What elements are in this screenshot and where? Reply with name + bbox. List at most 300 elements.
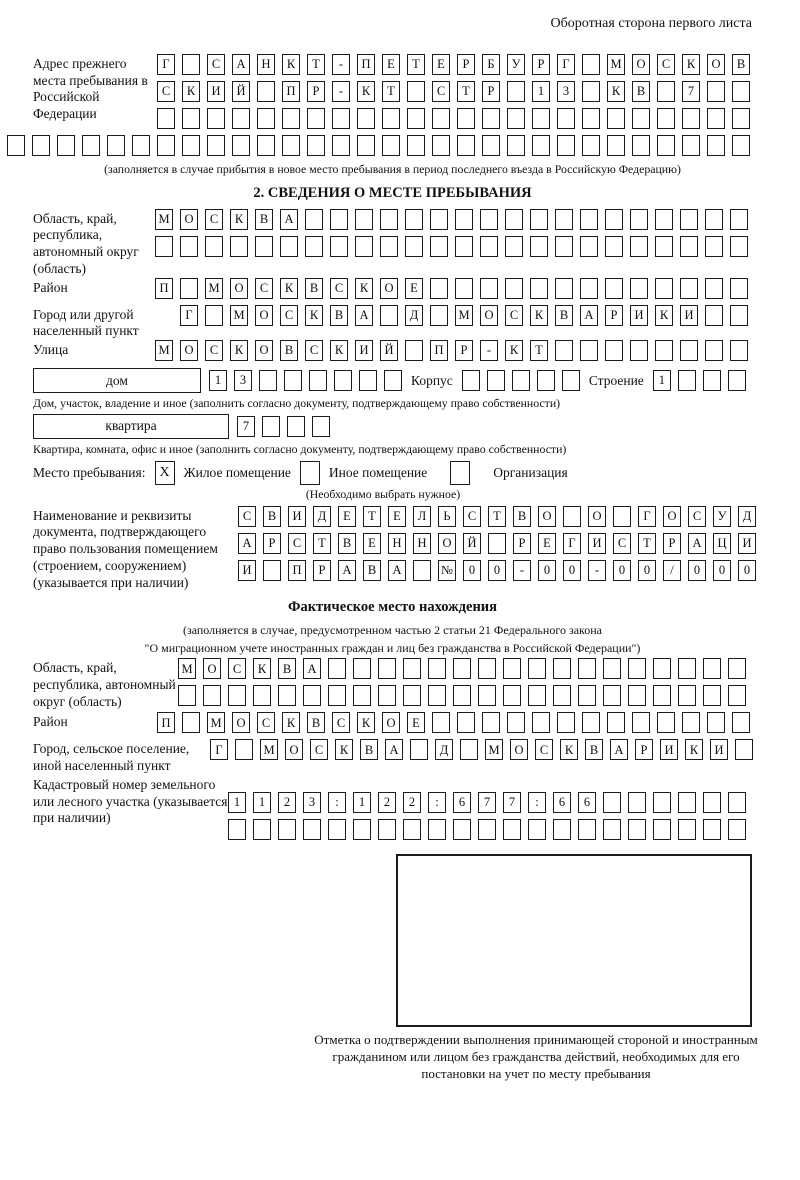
char-box[interactable] <box>357 108 375 129</box>
char-box[interactable]: - <box>588 560 606 581</box>
char-box[interactable] <box>732 81 750 102</box>
char-box[interactable] <box>157 135 175 156</box>
char-box[interactable]: 0 <box>613 560 631 581</box>
char-box[interactable]: И <box>680 305 698 326</box>
char-box[interactable]: О <box>203 658 221 679</box>
char-box[interactable]: 3 <box>557 81 575 102</box>
char-box[interactable]: Г <box>563 533 581 554</box>
char-box[interactable] <box>678 685 696 706</box>
char-box[interactable]: С <box>238 506 256 527</box>
char-box[interactable]: Р <box>263 533 281 554</box>
char-box[interactable]: Н <box>413 533 431 554</box>
char-box[interactable]: К <box>282 54 300 75</box>
char-box[interactable]: Р <box>457 54 475 75</box>
char-box[interactable] <box>735 739 753 760</box>
char-box[interactable] <box>488 533 506 554</box>
char-box[interactable] <box>628 685 646 706</box>
char-box[interactable] <box>353 819 371 840</box>
char-box[interactable]: О <box>663 506 681 527</box>
char-box[interactable] <box>532 135 550 156</box>
char-box[interactable] <box>413 560 431 581</box>
char-box[interactable]: К <box>230 209 248 230</box>
char-box[interactable] <box>457 712 475 733</box>
char-box[interactable] <box>578 819 596 840</box>
char-box[interactable]: Е <box>432 54 450 75</box>
char-box[interactable]: Ц <box>713 533 731 554</box>
char-box[interactable] <box>405 236 423 257</box>
char-box[interactable]: О <box>285 739 303 760</box>
char-box[interactable]: У <box>507 54 525 75</box>
char-box[interactable] <box>607 135 625 156</box>
char-box[interactable] <box>384 370 402 391</box>
char-box[interactable] <box>82 135 100 156</box>
char-box[interactable]: Г <box>557 54 575 75</box>
char-box[interactable]: М <box>178 658 196 679</box>
char-box[interactable] <box>507 108 525 129</box>
char-box[interactable] <box>32 135 50 156</box>
char-box[interactable]: О <box>380 278 398 299</box>
char-box[interactable] <box>732 712 750 733</box>
char-box[interactable] <box>257 135 275 156</box>
char-box[interactable]: П <box>157 712 175 733</box>
char-box[interactable] <box>580 209 598 230</box>
char-box[interactable] <box>653 819 671 840</box>
char-box[interactable]: 7 <box>682 81 700 102</box>
char-box[interactable] <box>705 209 723 230</box>
char-box[interactable]: Д <box>313 506 331 527</box>
char-box[interactable]: 1 <box>209 370 227 391</box>
char-box[interactable] <box>455 236 473 257</box>
char-box[interactable]: Г <box>638 506 656 527</box>
char-box[interactable] <box>605 236 623 257</box>
char-box[interactable] <box>628 792 646 813</box>
char-box[interactable] <box>582 108 600 129</box>
char-box[interactable] <box>453 819 471 840</box>
char-box[interactable] <box>378 658 396 679</box>
char-box[interactable]: С <box>613 533 631 554</box>
char-box[interactable] <box>707 108 725 129</box>
char-box[interactable]: Р <box>605 305 623 326</box>
char-box[interactable]: О <box>588 506 606 527</box>
char-box[interactable]: № <box>438 560 456 581</box>
char-box[interactable] <box>332 108 350 129</box>
char-box[interactable] <box>380 209 398 230</box>
char-box[interactable] <box>580 236 598 257</box>
char-box[interactable] <box>309 370 327 391</box>
char-box[interactable]: Т <box>313 533 331 554</box>
char-box[interactable]: 6 <box>553 792 571 813</box>
char-box[interactable]: 0 <box>538 560 556 581</box>
char-box[interactable] <box>430 278 448 299</box>
char-box[interactable] <box>603 792 621 813</box>
char-box[interactable]: 6 <box>578 792 596 813</box>
char-box[interactable]: А <box>580 305 598 326</box>
char-box[interactable]: П <box>282 81 300 102</box>
char-box[interactable]: С <box>288 533 306 554</box>
char-box[interactable] <box>503 685 521 706</box>
char-box[interactable]: С <box>205 340 223 361</box>
char-box[interactable] <box>430 305 448 326</box>
char-box[interactable]: В <box>632 81 650 102</box>
char-box[interactable]: А <box>355 305 373 326</box>
char-box[interactable]: А <box>388 560 406 581</box>
char-box[interactable]: М <box>607 54 625 75</box>
char-box[interactable] <box>682 108 700 129</box>
char-box[interactable]: К <box>682 54 700 75</box>
char-box[interactable] <box>334 370 352 391</box>
char-box[interactable] <box>57 135 75 156</box>
char-box[interactable]: Д <box>435 739 453 760</box>
char-box[interactable] <box>578 685 596 706</box>
char-box[interactable] <box>680 236 698 257</box>
char-box[interactable]: И <box>588 533 606 554</box>
char-box[interactable] <box>328 658 346 679</box>
char-box[interactable]: О <box>438 533 456 554</box>
char-box[interactable] <box>7 135 25 156</box>
char-box[interactable]: 1 <box>353 792 371 813</box>
char-box[interactable]: С <box>688 506 706 527</box>
char-box[interactable] <box>407 81 425 102</box>
char-box[interactable] <box>263 560 281 581</box>
char-box[interactable] <box>678 792 696 813</box>
char-box[interactable]: О <box>255 305 273 326</box>
char-box[interactable] <box>480 236 498 257</box>
char-box[interactable]: И <box>288 506 306 527</box>
char-box[interactable]: Т <box>530 340 548 361</box>
char-box[interactable] <box>282 135 300 156</box>
char-box[interactable]: Й <box>380 340 398 361</box>
char-box[interactable] <box>730 236 748 257</box>
char-box[interactable] <box>428 819 446 840</box>
char-box[interactable]: В <box>263 506 281 527</box>
char-box[interactable]: В <box>330 305 348 326</box>
char-box[interactable]: К <box>305 305 323 326</box>
char-box[interactable] <box>528 685 546 706</box>
char-box[interactable] <box>532 108 550 129</box>
char-box[interactable] <box>228 819 246 840</box>
char-box[interactable] <box>430 236 448 257</box>
char-box[interactable] <box>703 370 721 391</box>
char-box[interactable] <box>562 370 580 391</box>
char-box[interactable] <box>680 340 698 361</box>
char-box[interactable]: М <box>207 712 225 733</box>
char-box[interactable] <box>132 135 150 156</box>
char-box[interactable] <box>332 135 350 156</box>
char-box[interactable] <box>728 370 746 391</box>
char-box[interactable] <box>528 819 546 840</box>
char-box[interactable] <box>355 236 373 257</box>
char-box[interactable]: К <box>607 81 625 102</box>
char-box[interactable]: И <box>660 739 678 760</box>
char-box[interactable] <box>257 108 275 129</box>
char-box[interactable] <box>632 108 650 129</box>
char-box[interactable]: И <box>630 305 648 326</box>
char-box[interactable]: С <box>310 739 328 760</box>
char-box[interactable] <box>728 792 746 813</box>
char-box[interactable]: Г <box>157 54 175 75</box>
char-box[interactable]: К <box>655 305 673 326</box>
char-box[interactable] <box>278 685 296 706</box>
char-box[interactable]: 2 <box>378 792 396 813</box>
char-box[interactable]: Е <box>363 533 381 554</box>
char-box[interactable] <box>655 340 673 361</box>
char-box[interactable]: К <box>335 739 353 760</box>
checkbox-organization[interactable] <box>450 461 470 485</box>
char-box[interactable] <box>657 108 675 129</box>
char-box[interactable] <box>653 792 671 813</box>
char-box[interactable]: К <box>505 340 523 361</box>
char-box[interactable]: С <box>157 81 175 102</box>
char-box[interactable] <box>287 416 305 437</box>
char-box[interactable]: 7 <box>237 416 255 437</box>
char-box[interactable]: Р <box>532 54 550 75</box>
char-box[interactable]: Е <box>388 506 406 527</box>
char-box[interactable]: С <box>535 739 553 760</box>
char-box[interactable]: О <box>230 278 248 299</box>
char-box[interactable]: К <box>530 305 548 326</box>
char-box[interactable]: 7 <box>503 792 521 813</box>
char-box[interactable] <box>428 658 446 679</box>
char-box[interactable] <box>480 209 498 230</box>
char-box[interactable]: 0 <box>688 560 706 581</box>
char-box[interactable]: П <box>155 278 173 299</box>
char-box[interactable] <box>232 135 250 156</box>
char-box[interactable]: С <box>228 658 246 679</box>
char-box[interactable] <box>553 685 571 706</box>
char-box[interactable]: К <box>182 81 200 102</box>
char-box[interactable] <box>457 108 475 129</box>
char-box[interactable] <box>487 370 505 391</box>
char-box[interactable] <box>359 370 377 391</box>
char-box[interactable]: К <box>685 739 703 760</box>
char-box[interactable] <box>605 340 623 361</box>
char-box[interactable] <box>207 135 225 156</box>
char-box[interactable] <box>405 209 423 230</box>
char-box[interactable] <box>580 340 598 361</box>
char-box[interactable] <box>205 236 223 257</box>
char-box[interactable] <box>462 370 480 391</box>
char-box[interactable]: Е <box>338 506 356 527</box>
char-box[interactable] <box>512 370 530 391</box>
char-box[interactable] <box>537 370 555 391</box>
char-box[interactable] <box>455 209 473 230</box>
char-box[interactable] <box>582 81 600 102</box>
char-box[interactable]: Е <box>538 533 556 554</box>
char-box[interactable] <box>553 819 571 840</box>
char-box[interactable]: Г <box>210 739 228 760</box>
char-box[interactable] <box>453 685 471 706</box>
char-box[interactable]: В <box>363 560 381 581</box>
char-box[interactable]: Т <box>638 533 656 554</box>
char-box[interactable]: О <box>480 305 498 326</box>
char-box[interactable]: И <box>207 81 225 102</box>
char-box[interactable] <box>478 658 496 679</box>
char-box[interactable] <box>607 712 625 733</box>
char-box[interactable]: : <box>528 792 546 813</box>
char-box[interactable] <box>730 209 748 230</box>
char-box[interactable]: В <box>338 533 356 554</box>
char-box[interactable]: 0 <box>713 560 731 581</box>
char-box[interactable] <box>255 236 273 257</box>
char-box[interactable] <box>730 278 748 299</box>
char-box[interactable]: С <box>432 81 450 102</box>
char-box[interactable]: О <box>707 54 725 75</box>
char-box[interactable] <box>505 278 523 299</box>
char-box[interactable] <box>205 305 223 326</box>
char-box[interactable] <box>628 819 646 840</box>
char-box[interactable] <box>328 819 346 840</box>
char-box[interactable] <box>432 712 450 733</box>
char-box[interactable] <box>253 685 271 706</box>
char-box[interactable] <box>505 236 523 257</box>
char-box[interactable] <box>628 658 646 679</box>
char-box[interactable] <box>682 135 700 156</box>
char-box[interactable]: Р <box>307 81 325 102</box>
char-box[interactable] <box>532 712 550 733</box>
char-box[interactable]: Р <box>455 340 473 361</box>
char-box[interactable] <box>705 340 723 361</box>
char-box[interactable] <box>653 685 671 706</box>
char-box[interactable] <box>330 209 348 230</box>
char-box[interactable]: - <box>513 560 531 581</box>
char-box[interactable] <box>630 340 648 361</box>
char-box[interactable] <box>582 712 600 733</box>
char-box[interactable] <box>613 506 631 527</box>
char-box[interactable] <box>328 685 346 706</box>
char-box[interactable] <box>680 209 698 230</box>
char-box[interactable] <box>507 135 525 156</box>
char-box[interactable] <box>703 685 721 706</box>
char-box[interactable] <box>282 108 300 129</box>
char-box[interactable] <box>284 370 302 391</box>
char-box[interactable] <box>305 209 323 230</box>
char-box[interactable]: А <box>338 560 356 581</box>
char-box[interactable]: 1 <box>532 81 550 102</box>
char-box[interactable]: - <box>480 340 498 361</box>
char-box[interactable] <box>632 135 650 156</box>
char-box[interactable]: К <box>357 81 375 102</box>
char-box[interactable]: В <box>555 305 573 326</box>
char-box[interactable]: Д <box>738 506 756 527</box>
char-box[interactable] <box>182 54 200 75</box>
char-box[interactable]: К <box>282 712 300 733</box>
char-box[interactable] <box>180 236 198 257</box>
char-box[interactable]: О <box>180 209 198 230</box>
char-box[interactable] <box>155 236 173 257</box>
char-box[interactable] <box>182 135 200 156</box>
char-box[interactable]: С <box>305 340 323 361</box>
char-box[interactable] <box>705 278 723 299</box>
char-box[interactable]: М <box>485 739 503 760</box>
char-box[interactable] <box>680 278 698 299</box>
char-box[interactable] <box>355 209 373 230</box>
char-box[interactable]: П <box>430 340 448 361</box>
char-box[interactable] <box>503 658 521 679</box>
char-box[interactable] <box>678 819 696 840</box>
char-box[interactable] <box>728 819 746 840</box>
char-box[interactable] <box>707 81 725 102</box>
char-box[interactable]: / <box>663 560 681 581</box>
char-box[interactable] <box>732 135 750 156</box>
char-box[interactable] <box>403 658 421 679</box>
char-box[interactable]: Й <box>232 81 250 102</box>
char-box[interactable] <box>582 135 600 156</box>
char-box[interactable] <box>730 305 748 326</box>
char-box[interactable]: К <box>280 278 298 299</box>
char-box[interactable] <box>235 739 253 760</box>
char-box[interactable]: Т <box>407 54 425 75</box>
char-box[interactable] <box>480 278 498 299</box>
char-box[interactable] <box>507 712 525 733</box>
char-box[interactable]: П <box>288 560 306 581</box>
char-box[interactable]: 0 <box>738 560 756 581</box>
char-box[interactable]: В <box>280 340 298 361</box>
char-box[interactable] <box>603 819 621 840</box>
char-box[interactable]: М <box>155 209 173 230</box>
char-box[interactable] <box>705 305 723 326</box>
char-box[interactable]: В <box>360 739 378 760</box>
char-box[interactable]: К <box>560 739 578 760</box>
char-box[interactable]: О <box>382 712 400 733</box>
char-box[interactable]: В <box>513 506 531 527</box>
char-box[interactable]: С <box>332 712 350 733</box>
char-box[interactable]: О <box>232 712 250 733</box>
char-box[interactable]: Т <box>457 81 475 102</box>
char-box[interactable]: Т <box>488 506 506 527</box>
char-box[interactable] <box>330 236 348 257</box>
char-box[interactable]: Ь <box>438 506 456 527</box>
char-box[interactable]: : <box>328 792 346 813</box>
char-box[interactable]: 0 <box>463 560 481 581</box>
char-box[interactable]: С <box>657 54 675 75</box>
char-box[interactable]: О <box>255 340 273 361</box>
char-box[interactable] <box>312 416 330 437</box>
char-box[interactable] <box>378 819 396 840</box>
char-box[interactable] <box>430 209 448 230</box>
char-box[interactable] <box>207 108 225 129</box>
char-box[interactable]: Л <box>413 506 431 527</box>
char-box[interactable] <box>530 236 548 257</box>
char-box[interactable] <box>657 712 675 733</box>
char-box[interactable]: М <box>205 278 223 299</box>
char-box[interactable] <box>432 108 450 129</box>
char-box[interactable] <box>403 685 421 706</box>
char-box[interactable] <box>605 278 623 299</box>
char-box[interactable] <box>530 209 548 230</box>
char-box[interactable]: А <box>688 533 706 554</box>
char-box[interactable]: К <box>230 340 248 361</box>
char-box[interactable] <box>353 685 371 706</box>
char-box[interactable] <box>557 108 575 129</box>
char-box[interactable] <box>603 658 621 679</box>
char-box[interactable]: А <box>385 739 403 760</box>
char-box[interactable] <box>232 108 250 129</box>
char-box[interactable]: С <box>257 712 275 733</box>
char-box[interactable] <box>455 278 473 299</box>
char-box[interactable] <box>555 340 573 361</box>
char-box[interactable]: Р <box>482 81 500 102</box>
char-box[interactable] <box>730 340 748 361</box>
char-box[interactable] <box>303 819 321 840</box>
char-box[interactable]: Т <box>307 54 325 75</box>
char-box[interactable]: П <box>357 54 375 75</box>
char-box[interactable]: И <box>238 560 256 581</box>
char-box[interactable]: У <box>713 506 731 527</box>
char-box[interactable] <box>703 819 721 840</box>
char-box[interactable]: Й <box>463 533 481 554</box>
char-box[interactable]: : <box>428 792 446 813</box>
char-box[interactable] <box>580 278 598 299</box>
